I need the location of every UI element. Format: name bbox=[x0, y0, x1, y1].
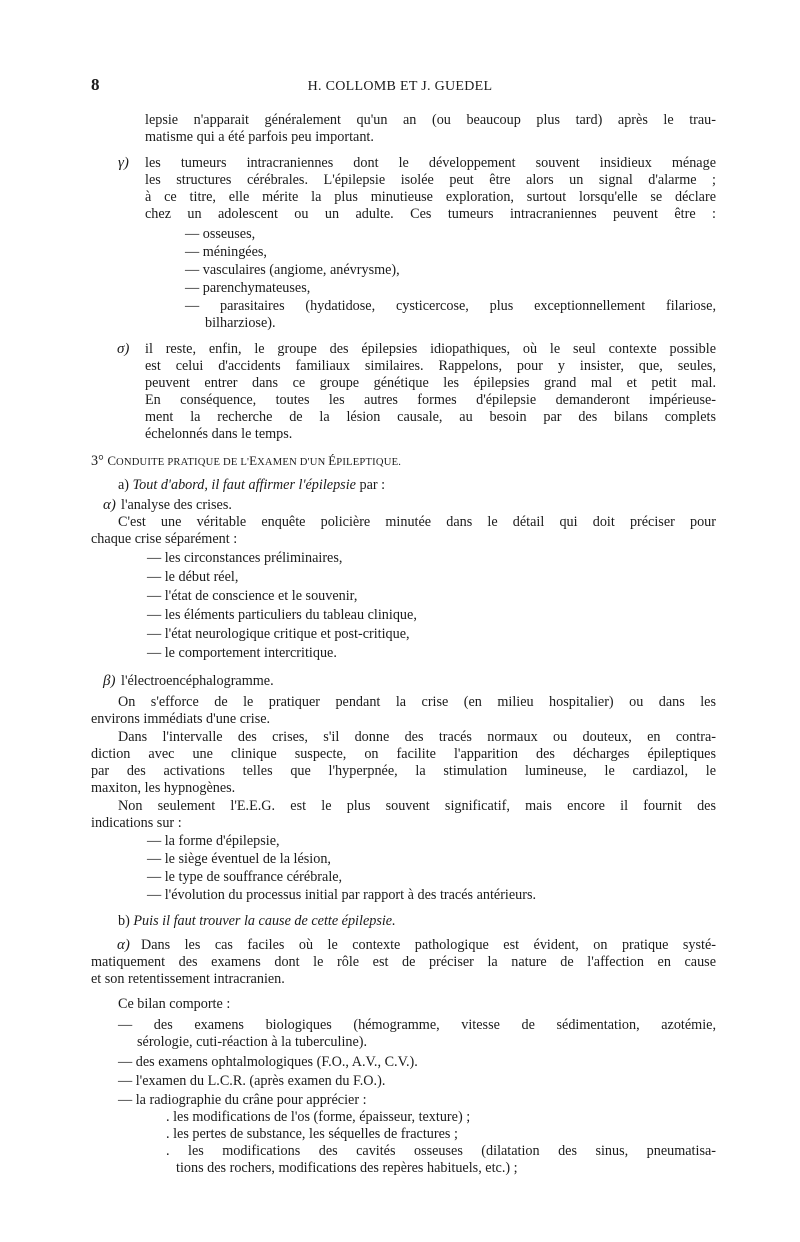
sub-item: . les modifications de l'os (forme, épaisseur, texture) ; bbox=[166, 1109, 471, 1125]
list-item: — méningées, bbox=[185, 244, 267, 260]
subsection-a: a) Tout d'abord, il faut affirmer l'épilepsie par : bbox=[118, 477, 386, 493]
list-item: — des examens biologiques (hémogramme, vitesse de sédimentation, azotémie, bbox=[118, 1017, 716, 1033]
list-item: — la forme d'épilepsie, bbox=[147, 833, 280, 849]
page-number: 8 bbox=[91, 75, 100, 94]
body-line: ment la recherche de la lésion causale, au besoin par des bilans complets bbox=[145, 409, 716, 425]
gamma-marker: γ) bbox=[118, 155, 129, 171]
list-item: — l'évolution du processus initial par rapport à des tracés antérieurs. bbox=[147, 887, 537, 903]
list-item: — osseuses, bbox=[185, 226, 256, 242]
body-line: échelonnés dans le temps. bbox=[145, 426, 293, 442]
body-line: indications sur : bbox=[91, 815, 182, 831]
sub-item: . les modifications des cavités osseuses (dilatation des sinus, pneumatisa- bbox=[166, 1143, 716, 1159]
list-item: — les circonstances préliminaires, bbox=[147, 550, 343, 566]
list-item-continuation: sérologie, cuti-réaction à la tuberculine). bbox=[137, 1034, 368, 1050]
body-line: est celui d'accidents familiaux similaires. Rappelons, pour y insister, que, seules, bbox=[145, 358, 716, 374]
list-item: — l'état de conscience et le souvenir, bbox=[147, 588, 358, 604]
body-line: matisme qui a été parfois peu important. bbox=[145, 129, 374, 145]
list-item: — le type de souffrance cérébrale, bbox=[147, 869, 343, 885]
body-line: et son retentissement intracranien. bbox=[91, 971, 285, 987]
body-line: l'électroencéphalogramme. bbox=[121, 673, 274, 689]
body-line: Non seulement l'E.E.G. est le plus souvent significatif, mais encore il fournit des bbox=[118, 798, 716, 814]
subsection-b: b) Puis il faut trouver la cause de cette épilepsie. bbox=[118, 913, 396, 929]
body-line: On s'efforce de le pratiquer pendant la crise (en milieu hospitalier) ou dans les bbox=[118, 694, 716, 710]
list-item: — le début réel, bbox=[147, 569, 239, 585]
body-line: chez un adolescent ou un adulte. Ces tumeurs intracraniennes peuvent être : bbox=[145, 206, 716, 222]
section-heading: 3° CONDUITE PRATIQUE DE L'EXAMEN D'UN ÉPILEPTIQUE. bbox=[91, 453, 402, 469]
body-line: les structures cérébrales. L'épilepsie isolée peut être alors un signal d'alarme ; bbox=[145, 172, 716, 188]
list-item: — parenchymateuses, bbox=[185, 280, 311, 296]
list-item: — parasitaires (hydatidose, cysticercose, plus exceptionnellement filariose, bbox=[185, 298, 716, 314]
body-line: Ce bilan comporte : bbox=[118, 996, 231, 1012]
body-line: lepsie n'apparait généralement qu'un an (ou beaucoup plus tard) après le trau- bbox=[145, 112, 716, 128]
list-item: — l'état neurologique critique et post-critique, bbox=[147, 626, 410, 642]
body-line: à ce titre, elle mérite la plus minutieuse exploration, surtout lorsqu'elle se déclare bbox=[145, 189, 716, 205]
list-item: — des examens ophtalmologiques (F.O., A.V., C.V.). bbox=[118, 1054, 418, 1070]
body-line: par des activations telles que l'hyperpnée, la stimulation lumineuse, le cardiazol, le bbox=[91, 763, 716, 779]
body-line: En conséquence, toutes les autres formes d'épilepsie demanderont impérieuse- bbox=[145, 392, 716, 408]
body-line: chaque crise séparément : bbox=[91, 531, 238, 547]
running-title: H. COLLOMB ET J. GUEDEL bbox=[307, 79, 493, 94]
body-line: peuvent entrer dans ce groupe génétique les épilepsies grand mal et petit mal. bbox=[145, 375, 716, 391]
section-number: 3° bbox=[91, 453, 104, 469]
body-line: environs immédiats d'une crise. bbox=[91, 711, 271, 727]
alpha-marker: α) bbox=[103, 497, 116, 513]
body-line: diction avec une clinique suspecte, on facilite l'apparition des décharges épileptiques bbox=[91, 746, 716, 762]
body-line: C'est une véritable enquête policière minutée dans le détail qui doit préciser pour bbox=[118, 514, 716, 530]
list-item: — le comportement intercritique. bbox=[147, 645, 337, 661]
list-item: — l'examen du L.C.R. (après examen du F.O.). bbox=[118, 1073, 386, 1089]
list-item-continuation: bilharziose). bbox=[205, 315, 276, 331]
body-line: les tumeurs intracraniennes dont le développement souvent insidieux ménage bbox=[145, 155, 716, 171]
body-line: l'analyse des crises. bbox=[121, 497, 232, 513]
body-line: Dans l'intervalle des crises, s'il donne des tracés normaux ou douteux, en contra- bbox=[118, 729, 716, 745]
body-line: il reste, enfin, le groupe des épilepsies idiopathiques, où le seul contexte possible bbox=[145, 341, 716, 357]
list-item: — vasculaires (angiome, anévrysme), bbox=[185, 262, 400, 278]
alpha-marker: α) bbox=[117, 937, 130, 953]
list-item: — la radiographie du crâne pour apprécier : bbox=[118, 1092, 367, 1108]
list-item: — le siège éventuel de la lésion, bbox=[147, 851, 331, 867]
list-item: — les éléments particuliers du tableau clinique, bbox=[147, 607, 417, 623]
body-line: maxiton, les hypnogènes. bbox=[91, 780, 236, 796]
body-line: Dans les cas faciles où le contexte pathologique est évident, on pratique systé- bbox=[141, 937, 716, 953]
body-line: matiquement des examens dont le rôle est de préciser la nature de l'affection en cause bbox=[91, 954, 716, 970]
beta-marker: β) bbox=[103, 673, 116, 689]
delta-marker: σ) bbox=[117, 341, 130, 357]
sub-item: . les pertes de substance, les séquelles de fractures ; bbox=[166, 1126, 458, 1142]
sub-item-continuation: tions des rochers, modifications des repères habituels, etc.) ; bbox=[176, 1160, 518, 1176]
